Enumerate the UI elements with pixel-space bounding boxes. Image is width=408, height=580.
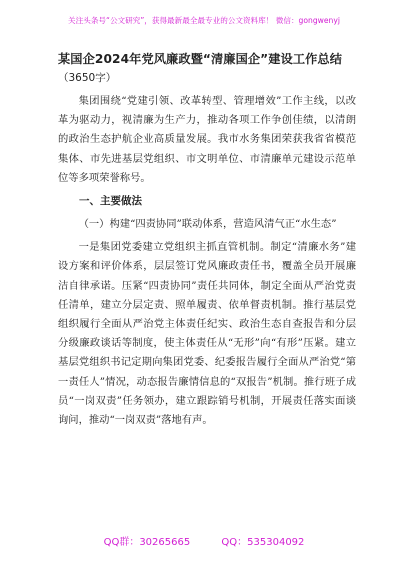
- footer-qq: QQ：535304092: [221, 537, 305, 548]
- footer-contact: [0, 533, 408, 548]
- document-title: 某国企2024年党风廉政暨“清廉国企”建设工作总结: [58, 52, 343, 66]
- document-body: [58, 50, 356, 430]
- footer-qq-group: QQ群：30265665: [103, 537, 191, 548]
- subsection-paragraph: 一是集团党委建立党组织主抓直管机制。制定“清廉水务”建设方案和评价体系，层层签订党风廉政责任书，覆盖全员开展廉洁自律承诺。压紧“四责协同”责任共同体，制定全面从严治党责任清单，建立分层定责、照单履责、依单督责机制。推行基层党组织履行全面从严治党主体责任纪实、政治生态自查报告和分层分级廉政谈话等制度，使主体责任从“无形”向“有形”压紧。建立基层党组织书记定期向集团党委、纪委报告履行全面从严治党“第一责任人”情况，动态报告廉情信息的“双报告”机制。推行班子成员“一岗双责”任务领办，建立跟踪销号机制，开展责任落实面谈询问，推动“一岗双责”落地有声。: [58, 241, 356, 427]
- subsection-heading: （一）构建“四责协同”联动体系，营造风清气正“水生态”: [78, 218, 337, 231]
- section-heading: 一、主要做法: [79, 195, 142, 208]
- header-promo-text: 关注头条号“公文研究”，获得最新最全最专业的公文资料库！ 微信：gongwenyj: [68, 16, 340, 25]
- word-count: （3650字）: [58, 72, 117, 84]
- intro-paragraph: 集团围绕“党建引领、改革转型、管理增效”工作主线，以改革为驱动力，视清廉为生产力，推动各项工作争创佳绩，以清朗的政治生态护航企业高质量发展。我市水务集团荣获我省省模范集体、市先进基层党组织、市文明单位、市清廉单元建设示范单位等多项荣誉称号。: [58, 95, 356, 184]
